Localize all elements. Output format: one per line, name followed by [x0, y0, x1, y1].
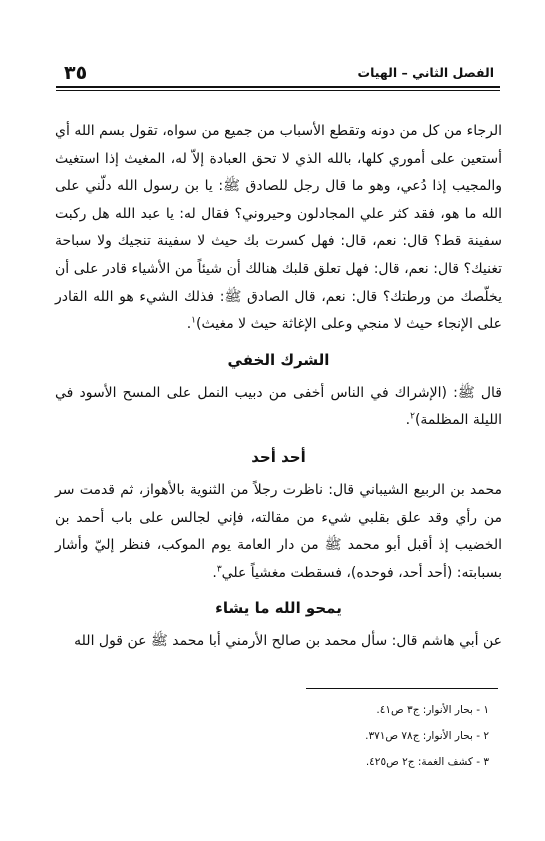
section-heading-3: يمحو الله ما يشاء	[215, 599, 342, 618]
paragraph-2-text: قال ﷺ: (الإشراك في الناس أخفى من دبيب النمل على المسح الأسود في الليلة المظلمة)	[55, 384, 502, 429]
paragraph-4: عن أبي هاشم قال: سأل محمد بن صالح الأرمني أبا محمد ﷺ عن قول الله	[74, 633, 502, 650]
footnote-3: ٣ - كشف الغمة: ج٢ ص٤٢٥.	[365, 756, 489, 768]
paragraph-2: قال ﷺ: (الإشراك في الناس أخفى من دبيب النمل على المسح الأسود في الليلة المظلمة)$^٢$.	[55, 384, 502, 429]
main-text	[55, 118, 502, 656]
header-rule-thin	[56, 90, 500, 91]
footnote-ref-3: ٣	[216, 564, 222, 575]
section-heading-1: الشرك الخفي	[227, 350, 330, 369]
running-header	[56, 60, 500, 90]
footnote-ref-2: ٢	[410, 411, 415, 422]
paragraph-1: الرجاء من كل من دونه وتقطع الأسباب من جميع من سواه، تقول بسم الله أي أستعين على أموري كلها، بالله الذي لا تحق العبادة إلاّ له، المغيث إذا استغيث والمجيب إذا دُعي، وهو ما قال رجل للصادق ﷺ: يا بن رسول الله دلّني على الله ما هو، فقد كثر علي المجادلون وحيروني؟ فقال له: يا عبد الله هل ركبت سفينة قط؟ قال: نعم، قال: فهل كسرت بك حيث لا سفينة تنجيك ولا سباحة تغنيك؟ قال: نعم، قال: فهل تعلق قلبك هنالك أن شيئاً من الأشياء قادر على أن يخلّصك من ورطتك؟ قال: نعم، قال الصادق ﷺ: فذلك الشيء هو الله القادر على الإنجاء حيث لا منجي وعلى الإغاثة حيث لا مغيث)$^١$.	[55, 123, 502, 333]
paragraph-3-text: محمد بن الربيع الشيباني قال: ناظرت رجلاً من الثنوية بالأهواز، ثم قدمت سر من رأي وقد علق بقلبي شيء من مقالته، فإني لجالس على باب أحمد بن الخضيب إذ أقبل أبو محمد ﷺ من دار العامة يوم الموكب، فنظر إليّ وأشار بسبابته: (أحد أحد، فوحده)، فسقطت مغشياً علي	[55, 481, 502, 581]
footnote-2: ٢ - بحار الأنوار: ج٧٨ ص٣٧١.	[365, 730, 489, 742]
header-rule-thick	[56, 86, 500, 88]
section-heading-2: أحد أحد	[251, 447, 306, 466]
footnote-ref-1: ١	[191, 315, 197, 326]
paragraph-1-text: الرجاء من كل من دونه وتقطع الأسباب من جميع من سواه، تقول بسم الله أي أستعين على أموري كلها، بالله الذي لا تحق العبادة إلاّ له، المغيث إذا استغيث والمجيب إذا دُعي، وهو ما قال رجل للصادق ﷺ: يا بن رسول الله دلّني على الله ما هو، فقد كثر علي المجادلون وحيروني؟ فقال له: يا عبد الله هل ركبت سفينة قط؟ قال: نعم، قال: فهل كسرت بك حيث لا سفينة تنجيك ولا سباحة تغنيك؟ قال: نعم، قال: فهل تعلق قلبك هنالك أن شيئاً من الأشياء قادر على أن يخلّصك من ورطتك؟ قال: نعم، قال الصادق ﷺ: فذلك الشيء هو الله القادر على الإنجاء حيث لا منجي وعلى الإغاثة حيث لا مغيث)	[55, 123, 502, 333]
footnote-separator	[306, 688, 498, 689]
footnotes	[189, 697, 489, 775]
chapter-title: الفصل الثاني – الهيات	[357, 65, 494, 80]
paragraph-3: محمد بن الربيع الشيباني قال: ناظرت رجلاً من الثنوية بالأهواز، ثم قدمت سر من رأي وقد علق بقلبي شيء من مقالته، فإني لجالس على باب أحمد بن الخضيب إذ أقبل أبو محمد ﷺ من دار العامة يوم الموكب، فنظر إليّ وأشار بسبابته: (أحد أحد، فوحده)، فسقطت مغشياً علي$^٣$.	[55, 481, 502, 581]
footnote-1: ١ - بحار الأنوار: ج٣ ص٤١.	[376, 704, 489, 716]
page-number: ٣٥	[64, 62, 88, 84]
